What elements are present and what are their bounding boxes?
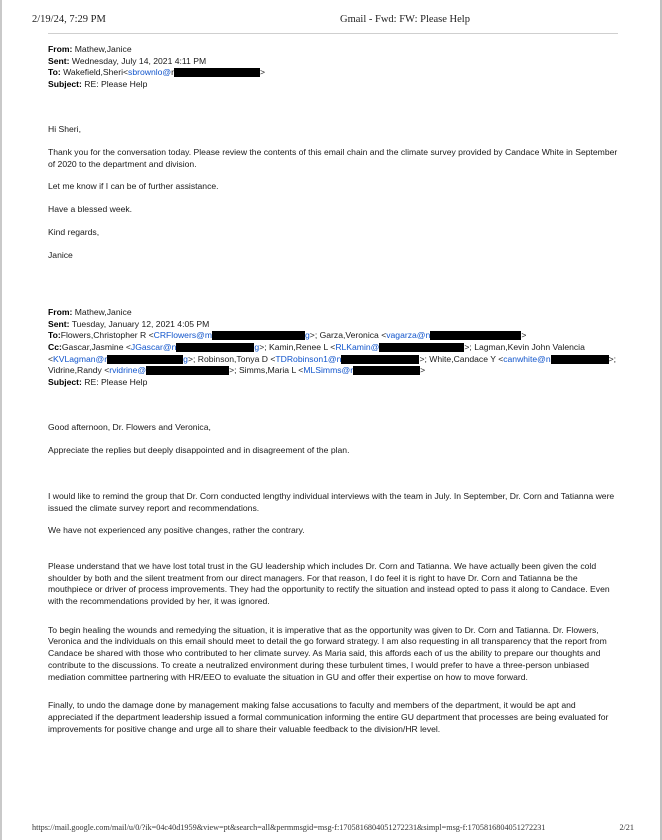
recipient-separator: >; xyxy=(608,353,617,364)
email-1-paragraph: Have a blessed week. xyxy=(48,204,133,215)
recipient-name: Simms,Maria L xyxy=(238,365,296,376)
print-footer xyxy=(32,823,634,837)
angle-open: < xyxy=(123,67,129,78)
angle-close: > xyxy=(260,67,266,78)
redaction-prefix: r xyxy=(350,365,354,376)
email-2-subject-value: RE: Please Help xyxy=(84,376,148,387)
email-2-paragraph: Appreciate the replies but deeply disappointed and in disagreement of the plan. xyxy=(48,445,350,456)
angle-open: < xyxy=(267,353,276,364)
redaction-prefix: m xyxy=(204,330,213,341)
redaction-bar xyxy=(353,366,420,375)
recipient-address: CRFlowers@ xyxy=(153,330,205,341)
angle-open: < xyxy=(101,365,110,376)
cc-label: Cc: xyxy=(48,342,62,353)
email-2-to-line xyxy=(48,330,622,342)
redaction-bar xyxy=(107,355,183,364)
redaction-suffix: g xyxy=(183,353,188,364)
email-2-sent-line xyxy=(48,319,622,331)
redaction-bar xyxy=(212,331,305,340)
email-1-sent-value: Wednesday, July 14, 2021 4:11 PM xyxy=(71,55,207,66)
email-2-paragraph: Please understand that we have lost total trust in the GU leadership which includes Dr. Corn and Tatianna. We have actually been given the cold shoulder by both and the silent treatment from our direct managers. For that reason, I do feel it is right to have Dr. Corn and Tatianna be the mouthpiece or driver of process improvements. They had the opportunity to rectify the situation and instead opted to pass it along to Candace. Even with the recommendations provided by her, it was ignored. xyxy=(48,560,610,607)
recipient-name: Lagman,Kevin John Valencia xyxy=(474,342,585,353)
recipient-name: Kamin,Renee L xyxy=(268,342,328,353)
to-label: To: xyxy=(48,67,61,78)
email-1-paragraph: Hi Sheri, xyxy=(48,124,81,135)
to-label: To: xyxy=(48,330,61,341)
email-2-paragraph: Good afternoon, Dr. Flowers and Veronica, xyxy=(48,422,211,433)
recipient-address: MLSimms@ xyxy=(303,365,351,376)
sent-label: Sent: xyxy=(48,318,70,329)
email-2-paragraph: To begin healing the wounds and remedying the situation, it is imperative that as the opportunity was given to Dr. Corn and Tatianna. Dr. Flowers, Veronica and the individuals on this email should meet to detail the go forward strategy. I am also requesting in all transparency that the report from Candace be shared with those who contributed to her climate survey. As Maria said, this affords each of us the ability to prepare our thoughts and contribute to the discussions. To create a neutralized environment during these turbulent times, I would prefer to have a three-person unbiased mediation committee partnering with HR/EEO to evaluate the situation in GU and offer their expertise on how to move forward. xyxy=(48,624,607,682)
email-1-sent-line xyxy=(48,56,622,68)
email-2-from-line xyxy=(48,307,622,319)
email-2-subject-line xyxy=(48,377,622,389)
email-1-paragraph: Thank you for the conversation today. Please review the contents of this email chain and the climate survey provided by Candace White in September of 2020 to the department and division. xyxy=(48,147,618,169)
email-1-from-line xyxy=(48,44,622,56)
redaction-prefix: r xyxy=(171,67,175,78)
angle-open: < xyxy=(295,365,304,376)
print-date: 2/19/24, 7:29 PM xyxy=(32,14,106,25)
email-1-to-line xyxy=(48,67,622,79)
recipient-separator: >; xyxy=(464,342,475,353)
angle-close: > xyxy=(521,330,527,341)
recipient-separator: >; xyxy=(259,342,269,353)
angle-open: < xyxy=(48,353,54,364)
recipient-separator: >; xyxy=(229,365,239,376)
email-2-sent-value: Tuesday, January 12, 2021 4:05 PM xyxy=(71,318,210,329)
recipient-address: canwhite@ xyxy=(503,353,546,364)
angle-open: < xyxy=(146,330,154,341)
email-1-subject-line xyxy=(48,79,622,91)
redaction-bar xyxy=(146,366,229,375)
recipient-address: RLKamin@ xyxy=(335,342,380,353)
email-2-paragraph: We have not experienced any positive changes, rather the contrary. xyxy=(48,525,305,536)
redaction-suffix: g xyxy=(305,330,310,341)
email-1-header xyxy=(48,44,622,90)
email-1-paragraph: Kind regards, xyxy=(48,226,100,237)
sent-label: Sent: xyxy=(48,55,70,66)
redaction-bar xyxy=(551,355,609,364)
from-label: From: xyxy=(48,44,73,54)
email-1-subject-value: RE: Please Help xyxy=(84,78,148,89)
email-1-from-value: Mathew,Janice xyxy=(74,44,132,54)
redaction-bar xyxy=(174,68,260,77)
redaction-prefix: r xyxy=(104,353,108,364)
page-number: 2/21 xyxy=(619,823,634,832)
redaction-prefix: n xyxy=(171,342,177,353)
redaction-bar xyxy=(341,355,419,364)
print-title: Gmail - Fwd: FW: Please Help xyxy=(340,14,470,25)
recipient-name: Flowers,Christopher R xyxy=(60,330,147,341)
redaction-bar xyxy=(430,331,521,340)
recipient-name: White,Candace Y xyxy=(429,353,496,364)
redaction-prefix: n xyxy=(545,353,551,364)
redaction-prefix: n xyxy=(425,330,431,341)
angle-open: < xyxy=(378,330,387,341)
source-url: https://mail.google.com/mail/u/0/?ik=04c40d1959&view=pt&search=all&permmsgid=msg-f:1705816804051272231&simpl=msg-f:1705816804051272231 xyxy=(32,823,546,832)
recipient-address: KVLagman@ xyxy=(53,353,105,364)
recipient-separator: >; xyxy=(187,353,198,364)
recipient-name: Robinson,Tonya D xyxy=(197,353,268,364)
print-header xyxy=(32,14,634,30)
document-content xyxy=(48,44,622,735)
email-1-to-address: sbrownlo@ xyxy=(128,67,172,78)
email-1-to-name: Wakefield,Sheri xyxy=(63,67,123,78)
redaction-suffix: g xyxy=(254,342,260,353)
email-1-paragraph: Let me know if I can be of further assistance. xyxy=(48,181,219,192)
recipient-name: Gascar,Jasmine xyxy=(61,342,124,353)
angle-close: > xyxy=(420,365,426,376)
subject-label: Subject: xyxy=(48,78,82,89)
redaction-bar xyxy=(176,343,254,352)
recipient-address: TDRobinson1@ xyxy=(275,353,337,364)
recipient-name: Vidrine,Randy xyxy=(48,365,102,376)
redaction-bar xyxy=(379,343,464,352)
email-2-from-value: Mathew,Janice xyxy=(74,307,132,318)
from-label: From: xyxy=(48,307,73,318)
email-2-paragraph: I would like to remind the group that Dr. Corn conducted lengthy individual interviews with the team in July. In September, Dr. Corn and Tatianna were issued the climate survey report and recommendations. xyxy=(48,490,615,513)
email-2-cc-line xyxy=(48,342,622,377)
angle-open: < xyxy=(327,342,336,353)
recipient-separator: >; xyxy=(419,353,430,364)
recipient-address: JGascar@ xyxy=(130,342,172,353)
email-1-paragraph: Janice xyxy=(48,249,73,260)
header-divider xyxy=(48,33,618,34)
email-2-header xyxy=(48,307,622,388)
angle-open: < xyxy=(495,353,504,364)
email-2-paragraph: Finally, to undo the damage done by management making false accusations to faculty and members of the department, it would be apt and appreciated if the department leadership issued a formal communication informing the entire GU department that processes are being evaluated for improvements for positive change and urge all to share their valuable feedback to the division/HR level. xyxy=(48,700,609,734)
recipient-address: rvidrine@ xyxy=(109,365,147,376)
recipient-separator: >; xyxy=(309,330,320,341)
recipient-address: vagarza@ xyxy=(386,330,426,341)
angle-open: < xyxy=(123,342,131,353)
recipient-name: Garza,Veronica xyxy=(319,330,379,341)
subject-label: Subject: xyxy=(48,376,82,387)
redaction-prefix: n xyxy=(336,353,342,364)
